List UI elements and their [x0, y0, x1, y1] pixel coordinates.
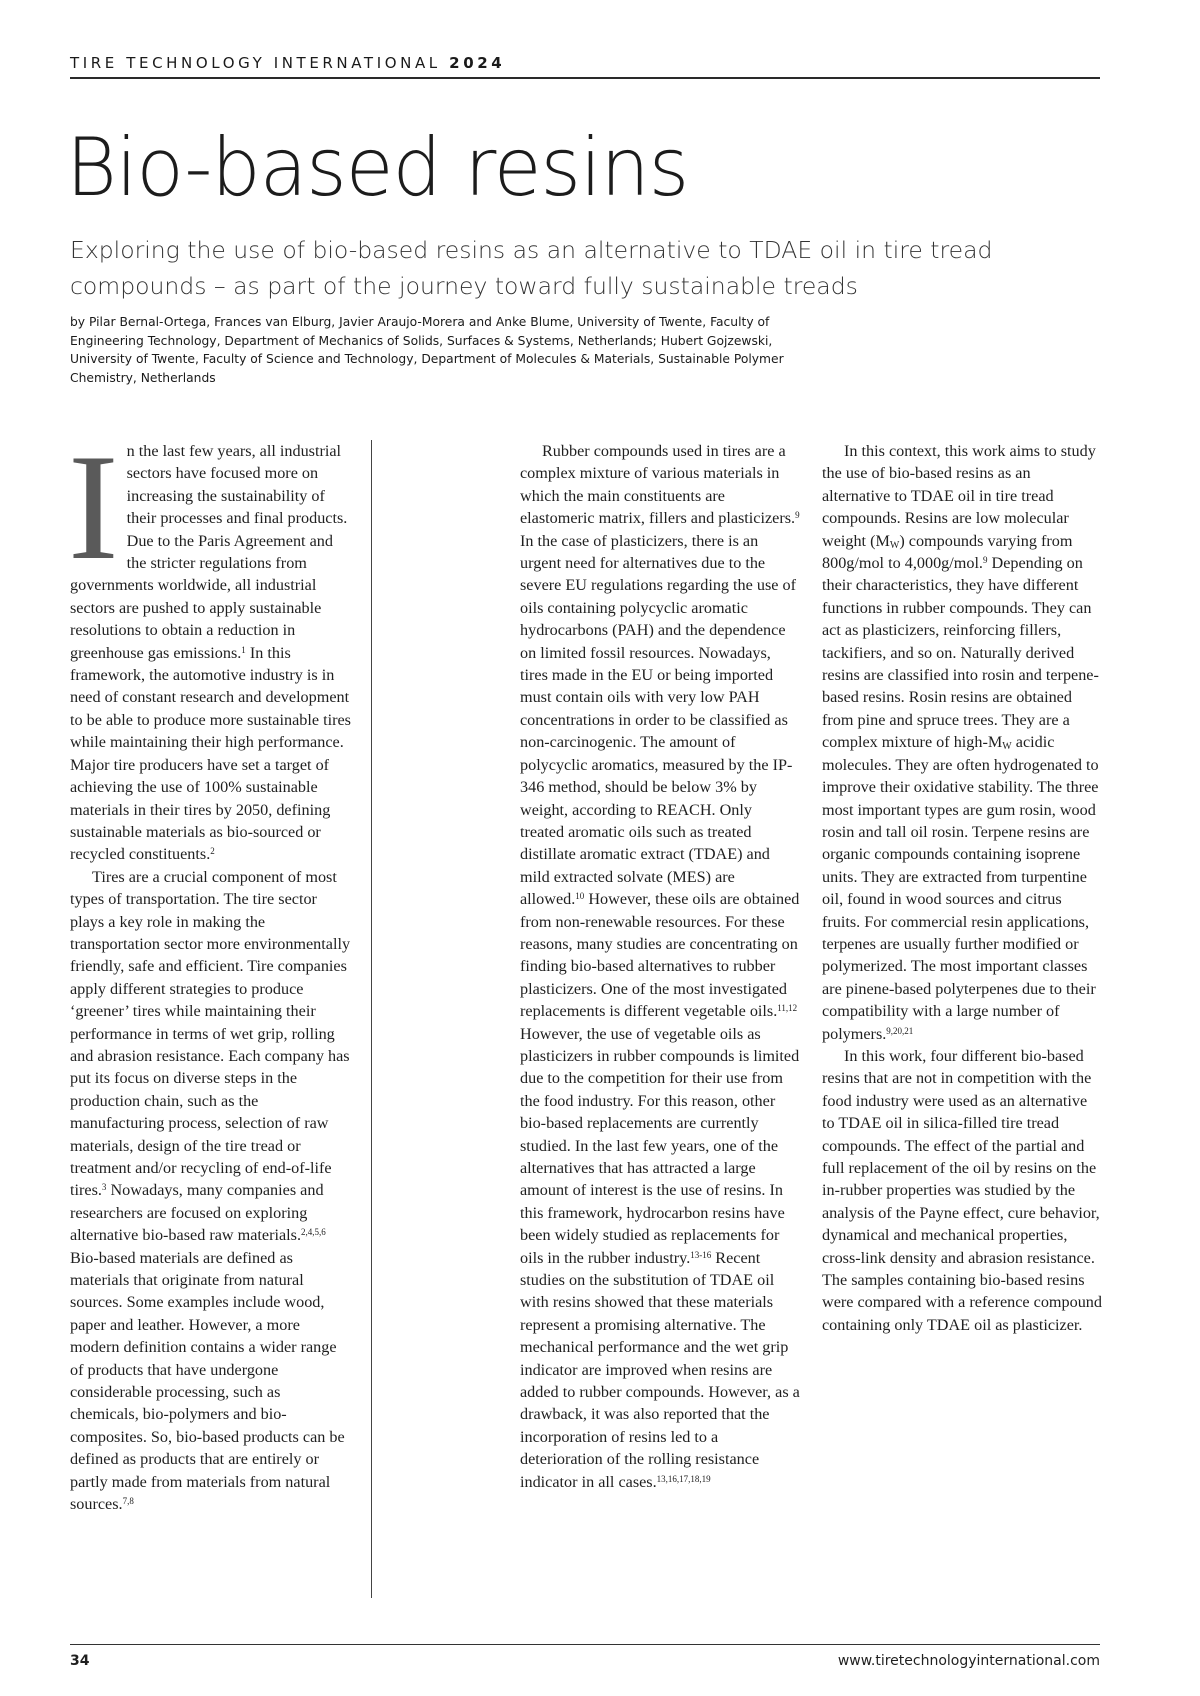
subscript: W: [1002, 741, 1012, 753]
subscript: W: [889, 539, 900, 551]
column-divider: [371, 440, 372, 1598]
text-column-3: [822, 440, 1102, 1336]
drop-cap: I: [68, 423, 119, 591]
citation-ref: 10: [575, 891, 585, 902]
page-number: 34: [70, 1653, 90, 1669]
header-rule: [70, 77, 1100, 79]
citation-ref: 13,16,17,18,19: [656, 1473, 711, 1484]
citation-ref: 9: [795, 510, 800, 521]
article-byline: by Pilar Bernal-Ortega, Frances van Elburg, Javier Araujo-Morera and Anke Blume, University of Twente, Faculty of Engineering Technology, Department of Mechanics of Solids, Surfaces & Systems, Netherlands; Hubert Gojzewski, University of Twente, Faculty of Science and Technology, Department of Molecules & Materials, Sustainable Polymer Chemistry, Netherlands: [70, 315, 784, 385]
citation-ref: 13-16: [690, 1249, 712, 1260]
citation-ref: 9,20,21: [886, 1025, 914, 1036]
paragraph-1: [68, 423, 352, 866]
paragraph-3: [520, 440, 800, 1493]
text-column-2: [520, 440, 800, 1493]
running-header: [70, 54, 1100, 72]
paragraph-2: [70, 866, 352, 1516]
paragraph-text: Rubber compounds used in tires are a complex mixture of various materials in which the main constituents are elastomeric matrix, fillers and plasticizers.$^9$ In the case of plasticizers, there is an urgent need for alternatives due to the severe EU regulations regarding the use of oils containing polycyclic aromatic hydrocarbons (PAH) and the dependence on limited fossil resources. Nowadays, tires made in the EU or being imported must contain oils with very low PAH concentrations in order to be classified as non-carcinogenic. The amount of polycyclic aromatics, measured by the IP-346 method, should be below 3% by weight, according to REACH. Only treated aromatic oils such as treated distillate aromatic extract (TDAE) and mild extracted solvate (MES) are allowed.$^{10}$ However, these oils are obtained from non-renewable resources. For these reasons, many studies are concentrating on finding bio-based alternatives to rubber plasticizers. One of the most investigated replacements is different vegetable oils.$^{11,12}$ However, the use of vegetable oils as plasticizers in rubber compounds is limited due to the competition for their use from the food industry. For this reason, other bio-based replacements are currently studied. In the last few years, one of the alternatives that has attracted a large amount of interest is the use of resins. In this framework, hydrocarbon resins have been widely studied as replacements for oils in the rubber industry.$^{13-16}$ Recent studies on the substitution of TDAE oil with resins showed that these materials represent a promising alternative. The mechanical performance and the wet grip indicator are improved when resins are added to rubber compounds. However, as a drawback, it was also reported that the incorporation of resins led to a deterioration of the rolling resistance indicator in all cases.$^{13,16,17,18,19}$: [520, 442, 800, 1491]
paragraph-text: Tires are a crucial component of most types of transportation. The tire sector plays a key role in making the transportation sector more environmentally friendly, safe and efficient. Tire companies apply different strategies to produce ‘greener’ tires while maintaining their performance in terms of wet grip, rolling and abrasion resistance. Each company has put its focus on diverse steps in the production chain, such as the manufacturing process, selection of raw materials, design of the tire tread or treatment and/or recycling of end-of-life tires.$^3$ Nowadays, many companies and researchers are focused on exploring alternative bio-based raw materials.$^{2,4,5,6}$ Bio-based materials are defined as materials that originate from natural sources. Some examples include wood, paper and leather. However, a more modern definition contains a wider range of products that have undergone considerable processing, such as chemicals, bio-polymers and bio-composites. So, bio-based products can be defined as products that are entirely or partly made from materials from natural sources.$^{7,8}$: [70, 867, 351, 1514]
paragraph-text: In this context, this work aims to study the use of bio-based resins as an alternative to TDAE oil in tire tread compounds. Resins are low molecular weight $(M_W)$ compounds varying from 800g/mol to 4,000g/mol.$^9$ Depending on their characteristics, they have different functions in rubber compounds. They can act as plasticizers, reinforcing fillers, tackifiers, and so on. Naturally derived resins are classified into rosin and terpene-based resins. Rosin resins are obtained from pine and spruce trees. They are a complex mixture of high-$M_W$ acidic molecules. They are often hydrogenated to improve their oxidative stability. The three most important types are gum rosin, wood rosin and tall oil rosin. Terpene resins are organic compounds containing isoprene units. They are extracted from turpentine oil, found in wood sources and citrus fruits. For commercial resin applications, terpenes are usually further modified or polymerized. The most important classes are pinene-based polyterpenes due to their compatibility with a large number of polymers.$^{9,20,21}$: [822, 442, 1099, 1043]
paragraph-4: [822, 440, 1102, 1045]
paragraph-text: In this work, four different bio-based resins that are not in competition with the food industry were used as an alternative to TDAE oil in silica-filled tire tread compounds. The effect of the partial and full replacement of the oil by resins on the in-rubber properties was studied by the analysis of the Payne effect, cure behavior, dynamical and mechanical properties, cross-link density and abrasion resistance. The samples containing bio-based resins were compared with a reference compound containing only TDAE oil as plasticizer.: [822, 1046, 1102, 1334]
citation-ref: 7,8: [122, 1496, 134, 1507]
footer-url[interactable]: www.tiretechnologyinternational.com: [837, 1653, 1100, 1669]
citation-ref: 1: [241, 644, 246, 655]
article-subtitle: Exploring the use of bio-based resins as an alternative to TDAE oil in tire tread compounds – as part of the journey toward fully sustainable treads: [70, 236, 993, 300]
text-column-1: [68, 423, 352, 1516]
publication-year: 2024: [449, 54, 506, 72]
paragraph-text: n the last few years, all industrial sectors have focused more on increasing the sustainability of their processes and final products. Due to the Paris Agreement and the stricter regulations from governments worldwide, all industrial sectors are pushed to apply sustainable resolutions to obtain a reduction in greenhouse gas emissions.$^1$ In this framework, the automotive industry is in need of constant research and development to be able to produce more sustainable tires while maintaining their high performance. Major tire producers have set a target of achieving the use of 100% sustainable materials in their tires by 2050, defining sustainable materials as bio-sourced or recycled constituents.$^2$: [70, 442, 351, 864]
publication-name: TIRE TECHNOLOGY INTERNATIONAL: [70, 54, 441, 72]
footer-rule: [70, 1644, 1100, 1645]
article-title: Bio-based resins: [66, 121, 689, 214]
citation-ref: 2,4,5,6: [301, 1227, 326, 1238]
citation-ref: 3: [101, 1182, 107, 1193]
citation-ref: 2: [210, 846, 215, 857]
paragraph-5: [822, 1045, 1102, 1336]
citation-ref: 9: [982, 555, 988, 566]
citation-ref: 11,12: [777, 1003, 798, 1014]
